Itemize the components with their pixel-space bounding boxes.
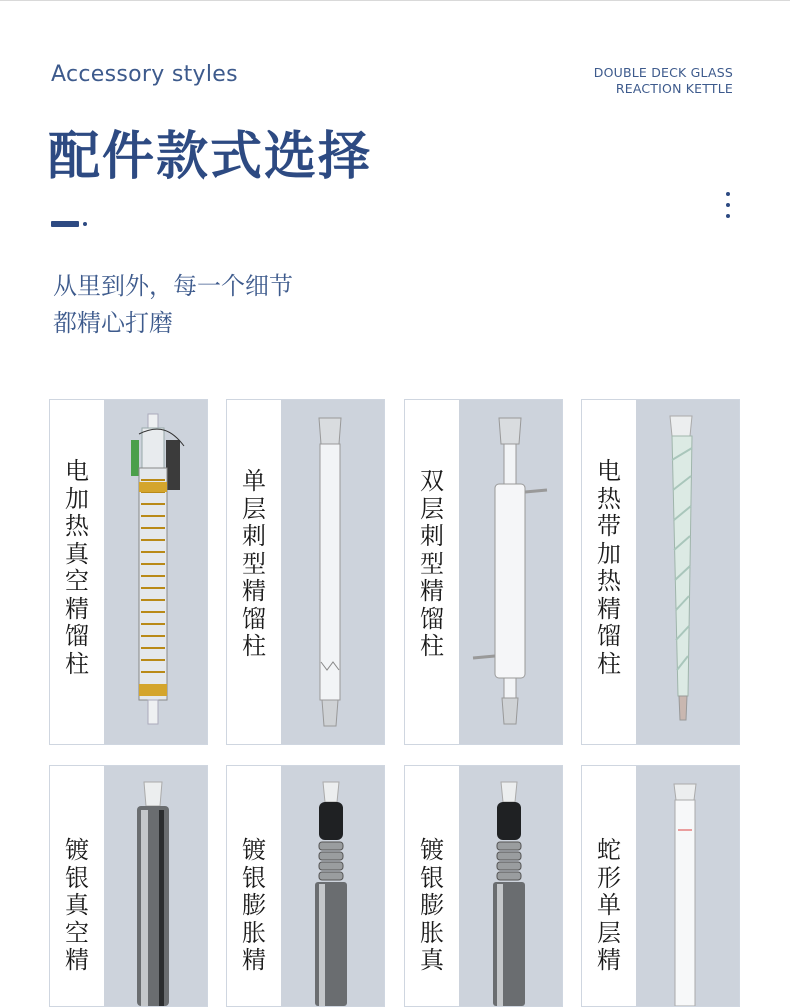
product-label: 单层刺型精馏柱 (242, 467, 266, 660)
double-layer-vigreux-column-photo (459, 400, 562, 744)
product-card-coil-single[interactable] (581, 765, 740, 1007)
product-label: 蛇形单层精 (597, 836, 621, 974)
product-card-double-vigreux[interactable] (404, 399, 563, 745)
single-layer-vigreux-column-photo (281, 400, 384, 744)
tagline-line-2: 都精心打磨 (53, 309, 173, 337)
product-label: 电加热真空精馏柱 (65, 457, 89, 678)
product-label: 电热带加热精馏柱 (597, 457, 621, 678)
section-subtitle-en: Accessory styles (51, 62, 238, 87)
product-label: 镀银真空精 (65, 836, 89, 974)
silvered-bellows-vacuum-column-photo (459, 766, 562, 1006)
more-vertical-icon[interactable] (720, 192, 736, 218)
page-title: 配件款式选择 (48, 127, 373, 187)
silvered-bellows-column-photo (281, 766, 384, 1006)
brand-line-2: REACTION KETTLE (615, 81, 733, 96)
brand-label (594, 65, 733, 97)
product-label: 双层刺型精馏柱 (420, 467, 444, 660)
tagline-line-1: 从里到外，每一个细节 (53, 272, 293, 300)
heating-tape-column-photo (636, 400, 739, 744)
product-card-electric-heated-column[interactable] (49, 399, 208, 745)
product-label: 镀银膨胀精 (242, 836, 266, 974)
tagline (53, 268, 293, 342)
product-label: 镀银膨胀真 (420, 836, 444, 974)
brand-line-1: DOUBLE DECK GLASS (593, 65, 733, 80)
top-divider (0, 0, 790, 1)
electric-heated-vacuum-column-photo (104, 400, 207, 744)
product-card-silvered-vacuum[interactable] (49, 765, 208, 1007)
product-card-silvered-bellows[interactable] (226, 765, 385, 1007)
product-card-silvered-bellows-vacuum[interactable] (404, 765, 563, 1007)
title-accent-mark (51, 221, 87, 227)
coil-single-layer-column-photo (636, 766, 739, 1006)
silvered-vacuum-column-photo (104, 766, 207, 1006)
product-card-heating-tape[interactable] (581, 399, 740, 745)
product-card-single-vigreux[interactable] (226, 399, 385, 745)
